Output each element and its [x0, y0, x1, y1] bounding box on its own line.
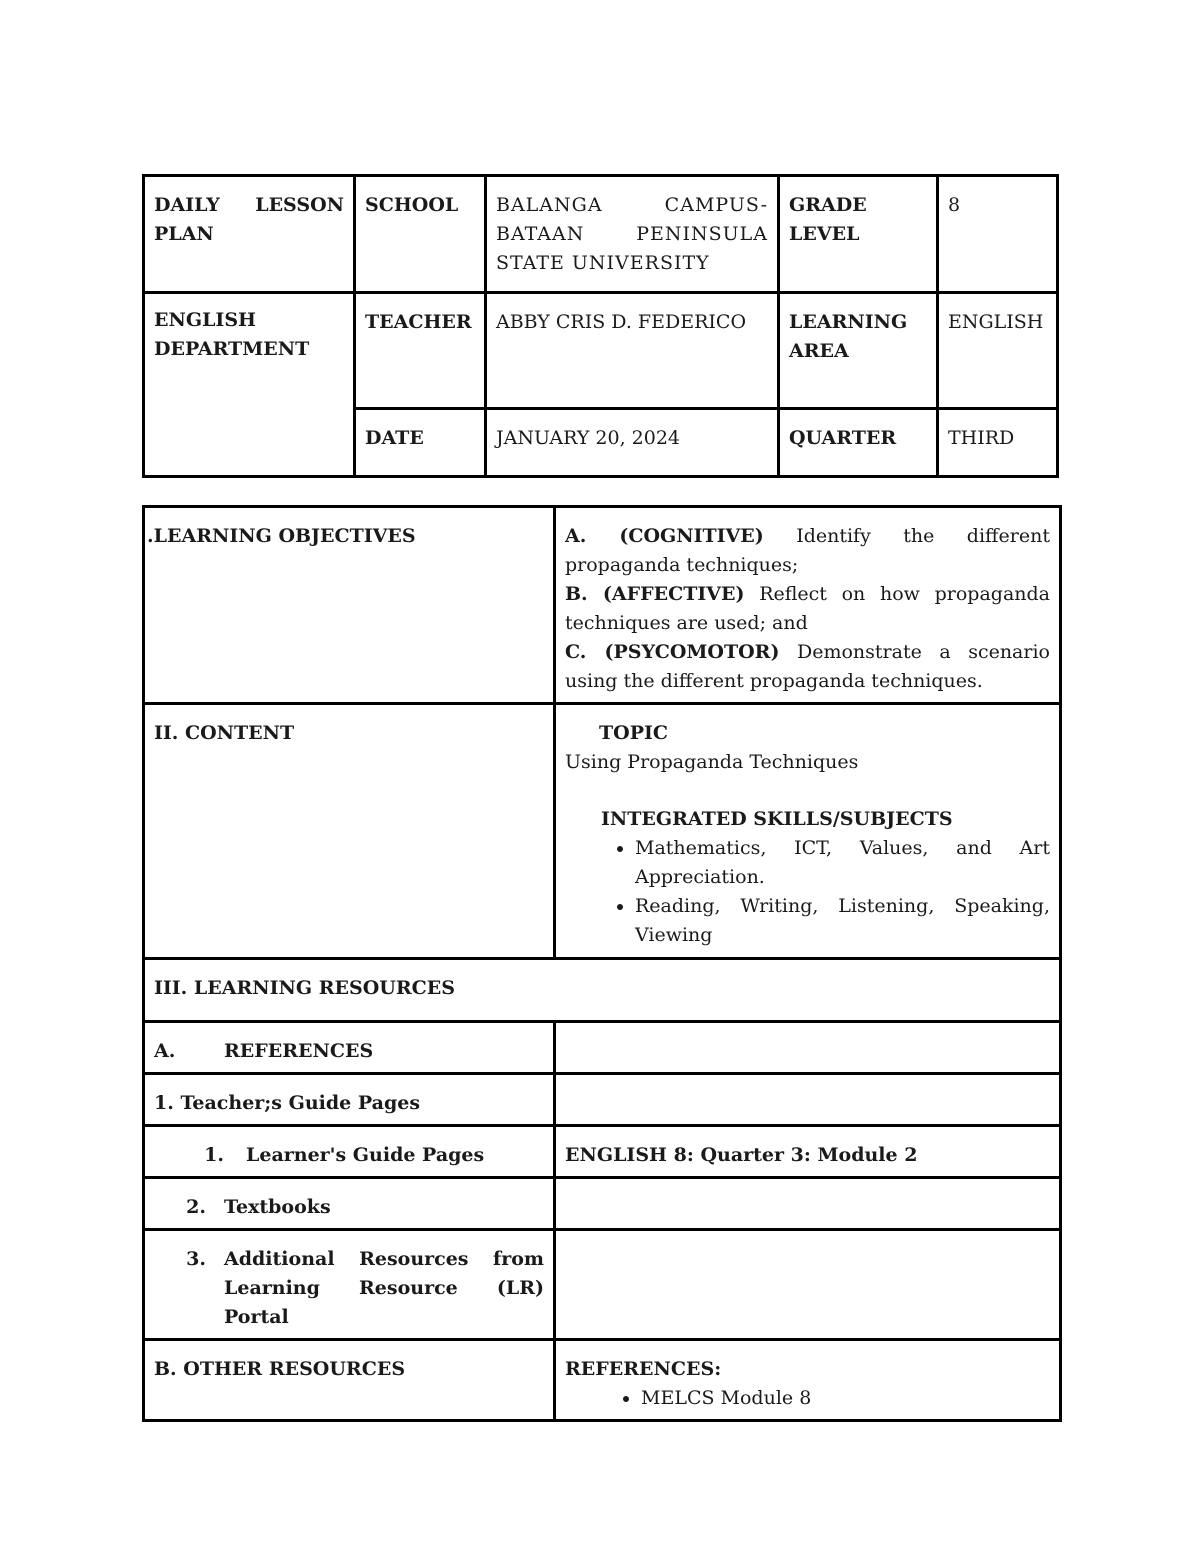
objectives-row: [144, 507, 1061, 704]
content-cell: [555, 704, 1061, 959]
additional-value: [555, 1230, 1061, 1340]
textbooks-row: [144, 1178, 1061, 1230]
school-label: SCHOOL: [355, 176, 486, 293]
other-references-list: [565, 1384, 1050, 1413]
topic-text: Using Propaganda Techniques: [565, 751, 859, 773]
grade-label: GRADE LEVEL: [779, 176, 938, 293]
learners-guide-num: 1.: [204, 1144, 224, 1166]
references-value: [555, 1022, 1061, 1074]
additional-cell: [144, 1230, 555, 1340]
objective-b-text: Reflect on how propaganda techniques are used; and: [565, 583, 1050, 634]
teachers-guide-label: 1. Teacher;s Guide Pages: [144, 1074, 555, 1126]
objective-a-text: Identify the different propaganda techniques;: [565, 525, 1050, 576]
quarter-value: THIRD: [938, 409, 1058, 477]
other-references-heading: REFERENCES:: [565, 1358, 722, 1380]
teacher-value: ABBY CRIS D. FEDERICO: [486, 293, 779, 409]
skills-heading: INTEGRATED SKILLS/SUBJECTS: [601, 808, 953, 830]
list-item: • Reading, Writing, Listening, Speaking, Viewing: [635, 892, 1050, 950]
additional-label: Additional Resources from Learning Resource (LR) Portal: [224, 1248, 544, 1328]
department-label: ENGLISH DEPARTMENT: [144, 293, 355, 477]
lesson-plan-title: DAILY LESSON PLAN: [144, 176, 355, 293]
teachers-guide-row: [144, 1074, 1061, 1126]
list-item: • MELCS Module 8: [641, 1384, 1050, 1413]
date-value: JANUARY 20, 2024: [486, 409, 779, 477]
quarter-label: QUARTER: [779, 409, 938, 477]
content-row: [144, 704, 1061, 959]
skills-list: [565, 834, 1050, 950]
references-cell: [144, 1022, 555, 1074]
objective-b-prefix: B. (AFFECTIVE): [565, 583, 745, 605]
header-table: [142, 174, 1059, 478]
references-letter: A.: [154, 1040, 176, 1062]
area-label: LEARNING AREA: [779, 293, 938, 409]
content-label: II. CONTENT: [144, 704, 555, 959]
area-value: ENGLISH: [938, 293, 1058, 409]
other-resources-cell: [555, 1340, 1061, 1421]
teacher-label: TEACHER: [355, 293, 486, 409]
other-resources-label: B. OTHER RESOURCES: [144, 1340, 555, 1421]
learners-guide-row: [144, 1126, 1061, 1178]
references-row: [144, 1022, 1061, 1074]
textbooks-value: [555, 1178, 1061, 1230]
objective-c-text: Demonstrate a scenario using the different propaganda techniques.: [565, 641, 1050, 692]
grade-value: 8: [938, 176, 1058, 293]
teachers-guide-value: [555, 1074, 1061, 1126]
school-value: BALANGA CAMPUS-BATAAN PENINSULA STATE UNIVERSITY: [486, 176, 779, 293]
resources-row: [144, 959, 1061, 1022]
objectives-cell: [555, 507, 1061, 704]
textbooks-cell: [144, 1178, 555, 1230]
date-label: DATE: [355, 409, 486, 477]
additional-num: 3.: [186, 1248, 206, 1270]
references-label: REFERENCES: [224, 1040, 374, 1062]
textbooks-num: 2.: [186, 1196, 206, 1218]
objective-a-prefix: A. (COGNITIVE): [565, 525, 764, 547]
objective-c-prefix: C. (PSYCOMOTOR): [565, 641, 780, 663]
list-item: • Mathematics, ICT, Values, and Art Appreciation.: [635, 834, 1050, 892]
additional-row: [144, 1230, 1061, 1340]
learners-guide-cell: [144, 1126, 555, 1178]
learners-guide-label: Learner's Guide Pages: [246, 1144, 485, 1166]
resources-label: III. LEARNING RESOURCES: [144, 959, 1061, 1022]
lesson-table: [142, 505, 1062, 1422]
other-resources-row: [144, 1340, 1061, 1421]
learners-guide-value: ENGLISH 8: Quarter 3: Module 2: [555, 1126, 1061, 1178]
objectives-label: .LEARNING OBJECTIVES: [144, 507, 555, 704]
topic-heading: TOPIC: [599, 722, 668, 744]
textbooks-label: Textbooks: [224, 1196, 331, 1218]
